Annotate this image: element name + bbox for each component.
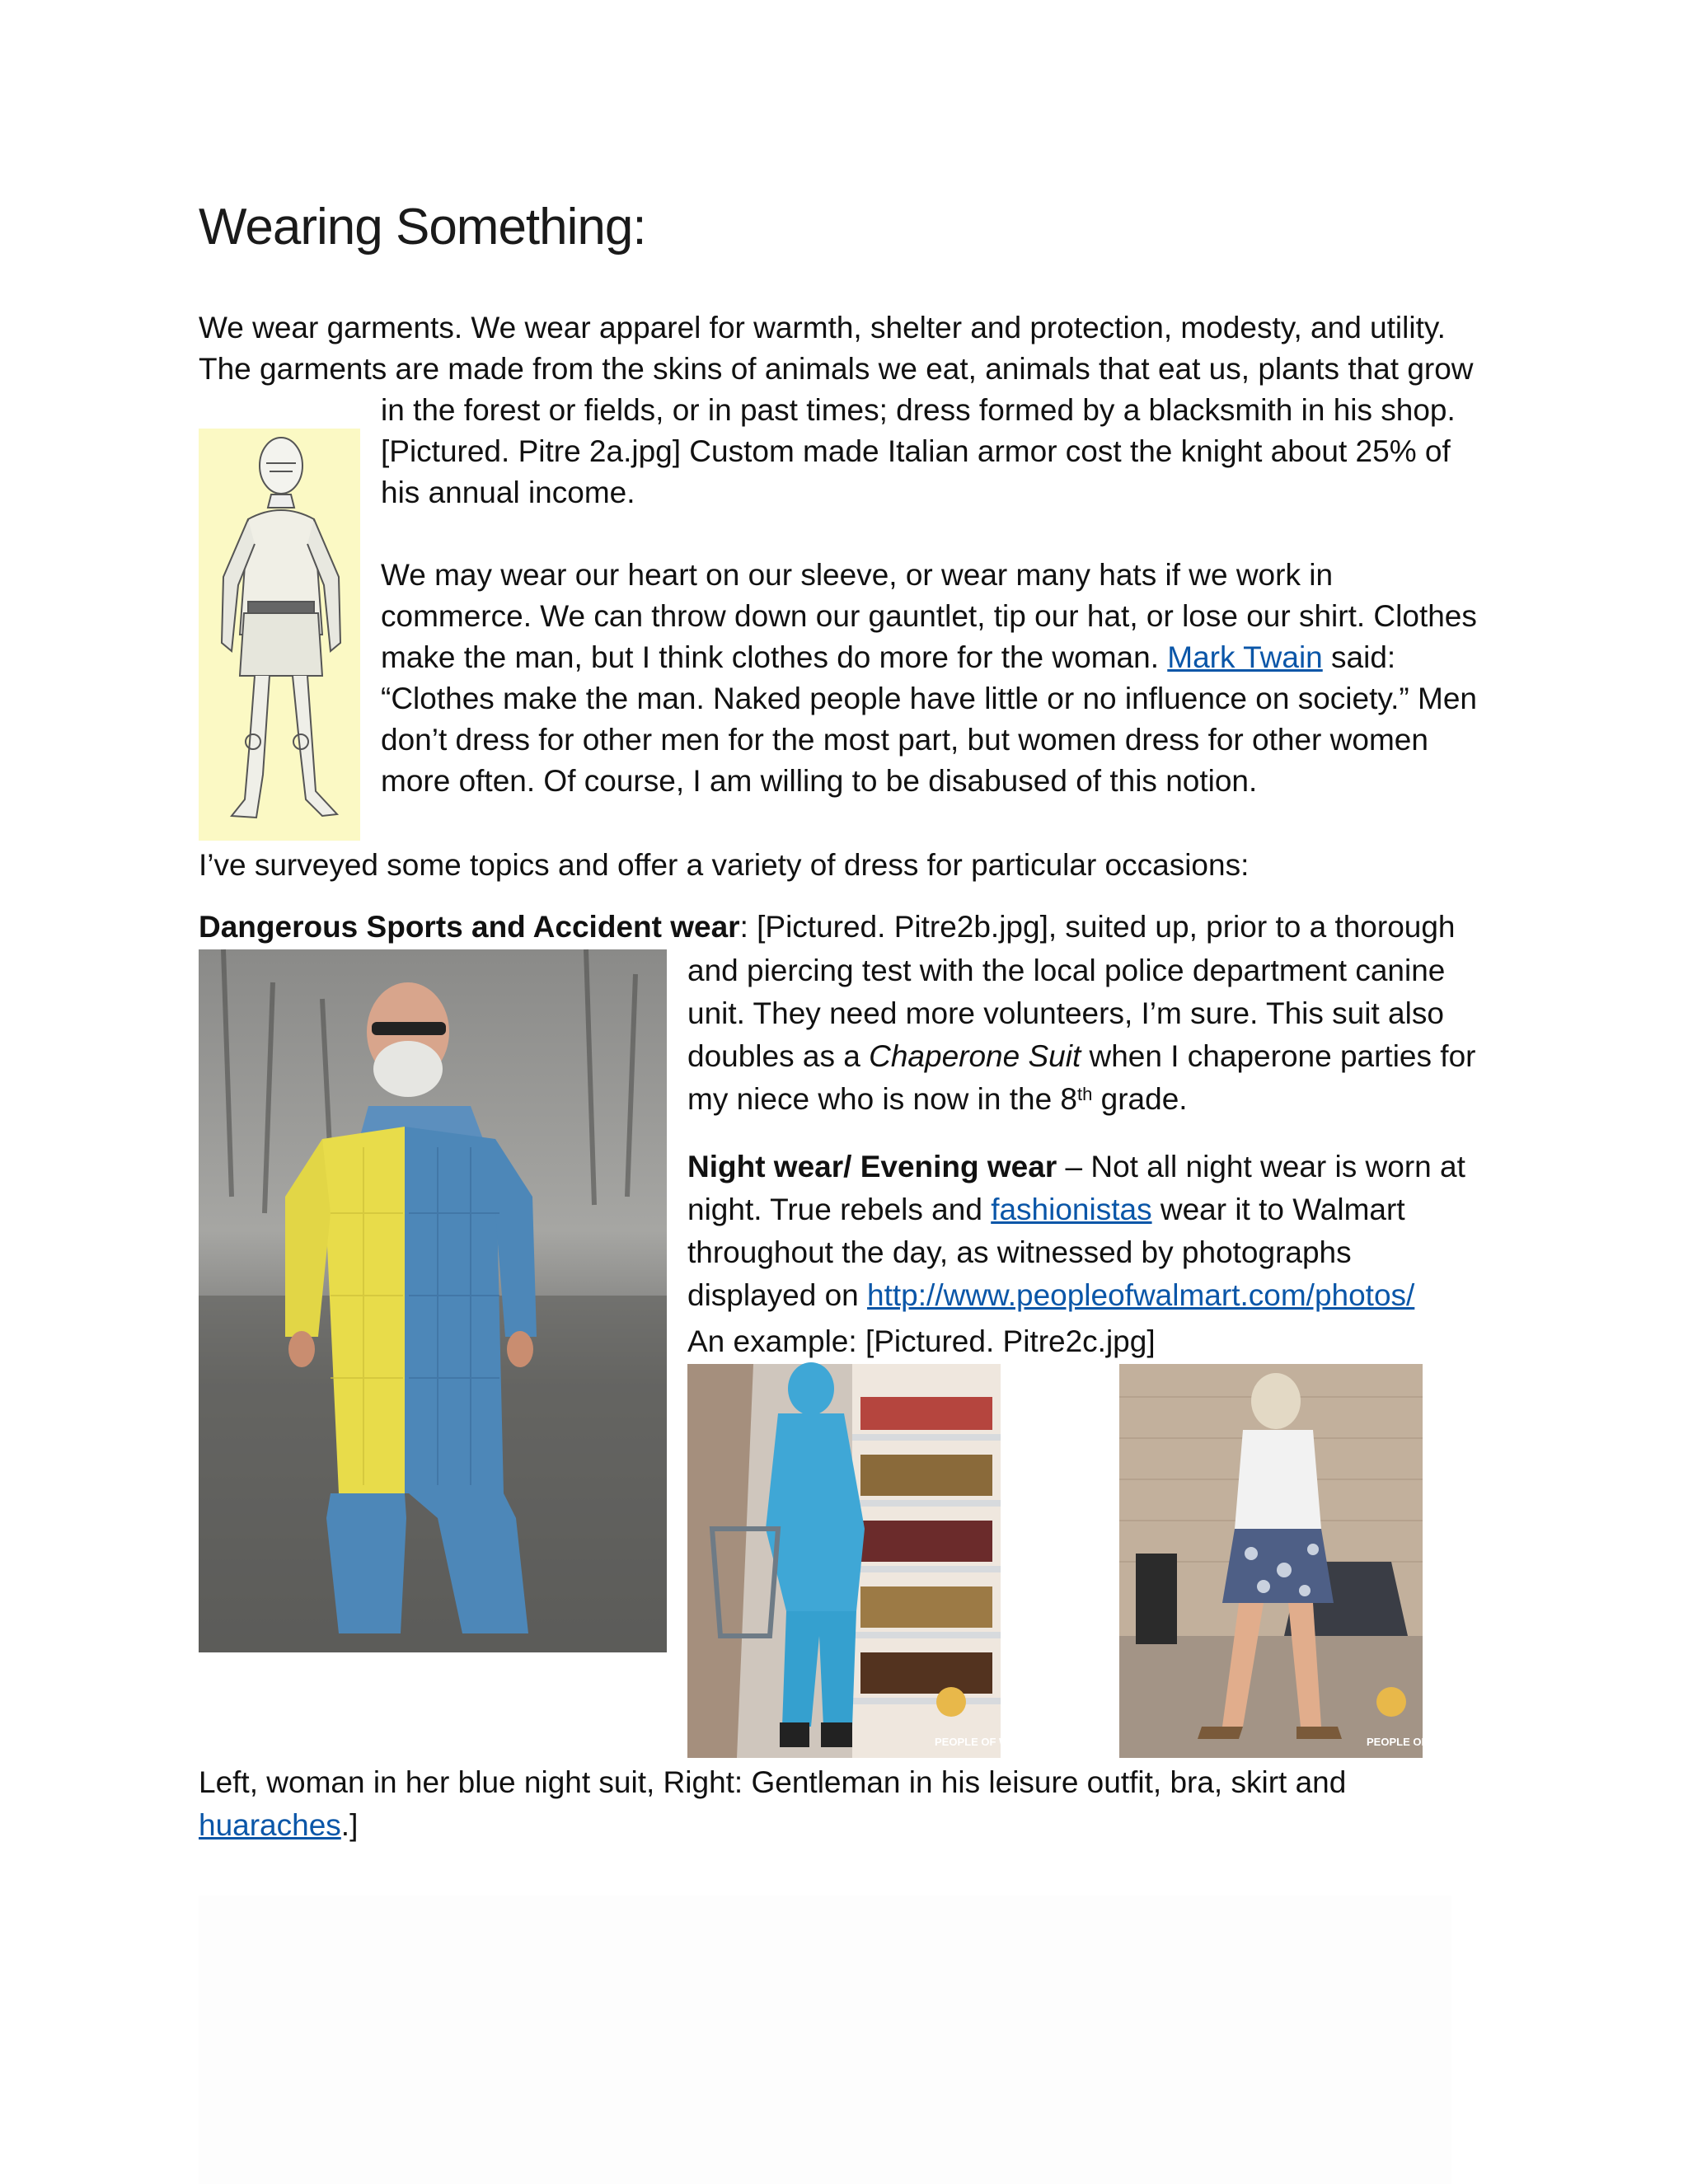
para2-line-4: “Clothes make the man. Naked people have little or no influence on society.” Men <box>381 682 1477 715</box>
faint-background-area <box>199 1896 1451 2184</box>
gentleman-skirt-icon <box>1119 1364 1486 1758</box>
night-line-2-tail: wear it to Walmart <box>1151 1193 1405 1226</box>
dangerous-line-4 <box>687 1036 1475 1077</box>
para2-line-3-tail: said: <box>1322 640 1396 674</box>
blue-night-suit-photo <box>687 1364 1054 1758</box>
night-line-4-text: displayed on <box>687 1278 868 1312</box>
dangerous-line-5-tail: grade. <box>1092 1082 1188 1116</box>
mark-twain-link[interactable]: Mark Twain <box>1167 640 1323 674</box>
store-aisle-blue-suit-icon <box>687 1364 1054 1758</box>
dangerous-line-2: and piercing test with the local police department canine <box>687 954 1446 987</box>
dangerous-line-4-tail: when I chaperone parties for <box>1081 1039 1476 1073</box>
night-line-1 <box>687 1146 1465 1188</box>
intro-line-4: [Pictured. Pitre 2a.jpg] Custom made Italian armor cost the knight about 25% of <box>381 434 1451 468</box>
leisure-outfit-photo <box>1119 1364 1486 1758</box>
intro-line-1: We wear garments. We wear apparel for warmth, shelter and protection, modesty, and utility. <box>199 311 1446 344</box>
para2-line-6: more often. Of course, I am willing to be disabused of this notion. <box>381 764 1258 798</box>
huaraches-link[interactable]: huaraches <box>199 1808 341 1842</box>
chaperone-suit-text: Chaperone Suit <box>869 1039 1081 1073</box>
night-line-2-text: night. True rebels and <box>687 1193 992 1226</box>
dangerous-line-5-text: my niece who is now in the 8 <box>687 1082 1078 1116</box>
dangerous-line-4-text: doubles as a <box>687 1039 870 1073</box>
para2-line-2: commerce. We can throw down our gauntlet, tip our hat, or lose our shirt. Clothes <box>381 599 1477 633</box>
caption-line-1: Left, woman in her blue night suit, Right: Gentleman in his leisure outfit, bra, skirt and <box>199 1765 1347 1799</box>
intro-line-2: The garments are made from the skins of animals we eat, animals that eat us, plants that grow <box>199 352 1474 386</box>
peopleofwalmart-link[interactable]: http://www.peopleofwalmart.com/photos/ <box>867 1278 1415 1312</box>
walmart-watermark-1: PEOPLE OF WALMART <box>935 1736 1054 1748</box>
intro-line-5: his annual income. <box>381 476 635 509</box>
dangerous-line-5 <box>687 1079 1188 1120</box>
bite-suit-photo <box>199 949 667 1652</box>
dangerous-line-1 <box>199 907 1456 948</box>
survey-line: I’ve surveyed some topics and offer a variety of dress for particular occasions: <box>199 848 1250 882</box>
caption-line-2 <box>199 1805 358 1846</box>
dangerous-heading: Dangerous Sports and Accident wear <box>199 910 740 944</box>
suited-man-illustration-icon <box>199 949 667 1652</box>
knight-sketch-image <box>199 429 360 841</box>
page-title: Wearing Something: <box>199 199 646 255</box>
night-heading: Night wear/ Evening wear <box>687 1150 1057 1183</box>
caption-line-2-tail: .] <box>340 1808 359 1842</box>
night-line-4 <box>687 1275 1414 1316</box>
dangerous-line-1-text: : [Pictured. Pitre2b.jpg], suited up, prior to a thorough <box>739 910 1456 944</box>
para2-line-5: don’t dress for other men for the most part, but women dress for other women <box>381 723 1428 757</box>
para2-line-3 <box>381 637 1395 678</box>
night-line-1-text: – Not all night wear is worn at <box>1057 1150 1465 1183</box>
walmart-watermark-2: PEOPLE OF WALMART <box>1367 1736 1486 1748</box>
night-line-2 <box>687 1189 1405 1230</box>
dangerous-line-3: unit. They need more volunteers, I’m sure. This suit also <box>687 996 1444 1030</box>
ordinal-superscript: th <box>1077 1084 1093 1104</box>
intro-line-3: in the forest or fields, or in past times; dress formed by a blacksmith in his shop. <box>381 393 1456 427</box>
fashionistas-link[interactable]: fashionistas <box>991 1193 1152 1226</box>
night-line-3: throughout the day, as witnessed by photographs <box>687 1235 1352 1269</box>
para2-line-1: We may wear our heart on our sleeve, or wear many hats if we work in <box>381 558 1334 592</box>
night-line-5: An example: [Pictured. Pitre2c.jpg] <box>687 1324 1156 1358</box>
para2-line-3-text: make the man, but I think clothes do more for the woman. <box>381 640 1168 674</box>
knight-drawing-icon <box>199 429 360 841</box>
